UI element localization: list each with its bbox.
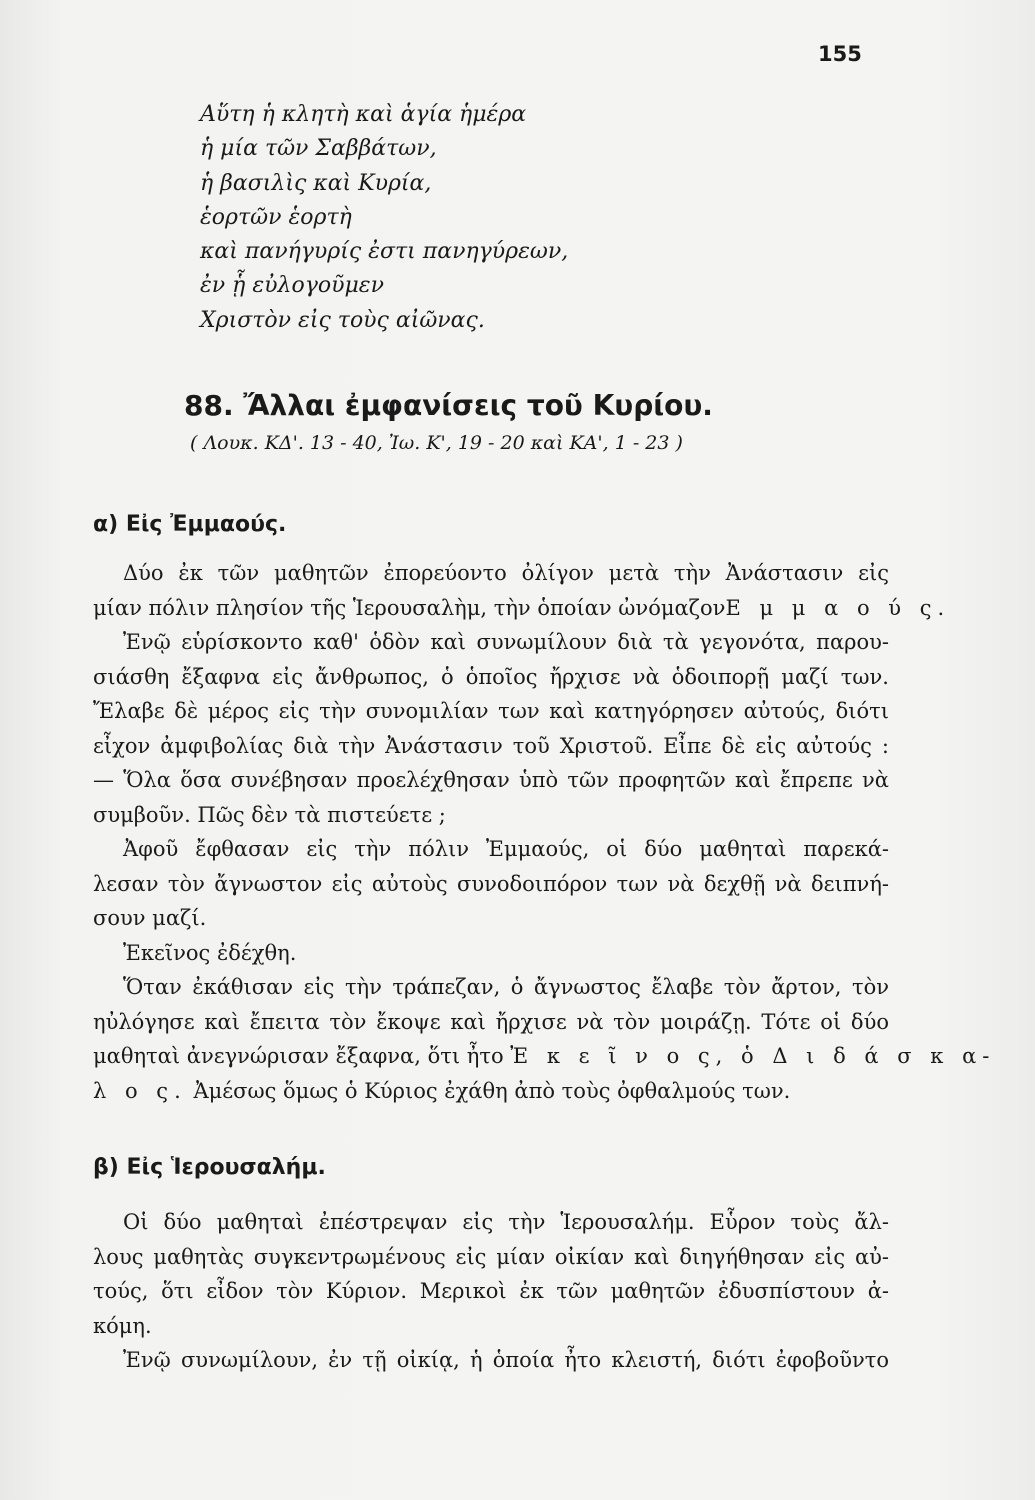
spaced-name: Ἐ κ ε ῖ ν ο ς, ὁ Δ ι δ ά σ κ α-: [510, 1044, 996, 1068]
subheading-emmaus: α) Εἰς Ἐμμαούς.: [93, 512, 287, 537]
text-line: Ἐνῷ συνωμίλουν, ἐν τῇ οἰκίᾳ, ἡ ὁποία ἦτο κλειστή, διότι ἐφοβοῦντο: [123, 1348, 889, 1372]
text-line: [93, 591, 951, 626]
text-line: εἶχον ἀμφιβολίας διὰ τὴν Ἀνάστασιν τοῦ Χριστοῦ. Εἶπε δὲ εἰς αὐτούς :: [93, 733, 889, 758]
verse-line: Χριστὸν εἰς τοὺς αἰῶνας.: [200, 307, 485, 333]
verse-line: ἑορτῶν ἑορτὴ: [200, 204, 352, 230]
paragraph-jerusalem: [93, 1205, 889, 1378]
verse-line: ἡ βασιλὶς καὶ Κυρία,: [200, 170, 432, 196]
spaced-name: Ε μ μ α ο ύ ς.: [725, 595, 951, 620]
text-line: Ἐκεῖνος ἐδέχθη.: [123, 940, 297, 965]
text-line: κόμη.: [93, 1313, 152, 1338]
text-line: Ἔλαβε δὲ μέρος εἰς τὴν συνομιλίαν των καὶ κατηγόρησεν αὐτούς, διότι: [93, 699, 889, 723]
verse-line: καὶ πανήγυρίς ἐστι πανηγύρεων,: [200, 239, 569, 265]
text-line: λους μαθητὰς συγκεντρωμένους εἰς μίαν οἰκίαν καὶ διηγήθησαν εἰς αὐ-: [93, 1244, 889, 1269]
page-number: 155: [818, 42, 862, 66]
paragraph-emmaus: [93, 556, 996, 1108]
text-line: σουν μαζί.: [93, 906, 207, 930]
verse-line: ἐν ᾗ εὐλογοῦμεν: [200, 273, 384, 299]
text-fragment: Ἀμέσως ὅμως ὁ Κύριος ἐχάθη ἀπὸ τοὺς ὀφθαλμούς των.: [193, 1078, 791, 1103]
hymn-verse: [200, 98, 568, 338]
text-line: λεσαν τὸν ἄγνωστον εἰς αὐτοὺς συνοδοιπόρον των νὰ δεχθῇ νὰ δειπνή-: [93, 871, 889, 896]
text-fragment: μίαν πόλιν πλησίον τῆς Ἱερουσαλὴμ, τὴν ὁποίαν ὠνόμαζον: [93, 595, 726, 620]
text-line: [93, 1039, 996, 1074]
spaced-name: λ ο ς.: [93, 1078, 187, 1103]
text-line: [93, 1074, 889, 1109]
text-line: Οἱ δύο μαθηταὶ ἐπέστρεψαν εἰς τὴν Ἱερουσαλήμ. Εὗρον τοὺς ἄλ-: [123, 1210, 889, 1234]
subheading-jerusalem: β) Εἰς Ἱερουσαλήμ.: [93, 1155, 326, 1180]
text-line: Ἀφοῦ ἔφθασαν εἰς τὴν πόλιν Ἐμμαούς, οἱ δύο μαθηταὶ παρεκά-: [123, 837, 889, 861]
text-line: συμβοῦν. Πῶς δὲν τὰ πιστεύετε ;: [93, 802, 446, 827]
text-line: σιάσθη ἔξαφνα εἰς ἄνθρωπος, ὁ ὁποῖος ἤρχισε νὰ ὁδοιπορῇ μαζί των.: [93, 664, 889, 689]
text-line: Ἐνῷ εὑρίσκοντο καθ' ὁδὸν καὶ συνωμίλουν διὰ τὰ γεγονότα, παρου-: [123, 630, 889, 654]
text-line: Ὅταν ἐκάθισαν εἰς τὴν τράπεζαν, ὁ ἄγνωστος ἔλαβε τὸν ἄρτον, τὸν: [123, 975, 889, 999]
text-line: Δύο ἐκ τῶν μαθητῶν ἐπορεύοντο ὀλίγον μετὰ τὴν Ἀνάστασιν εἰς: [123, 561, 889, 585]
text-line: τούς, ὅτι εἶδον τὸν Κύριον. Μερικοὶ ἐκ τῶν μαθητῶν ἐδυσπίστουν ἀ-: [93, 1279, 889, 1303]
text-line: — Ὅλα ὅσα συνέβησαν προελέχθησαν ὑπὸ τῶν προφητῶν καὶ ἔπρεπε νὰ: [93, 768, 889, 792]
text-line: ηὐλόγησε καὶ ἔπειτα τὸν ἔκοψε καὶ ἤρχισε νὰ τὸν μοιράζῃ. Τότε οἱ δύο: [93, 1009, 889, 1034]
verse-line: ἡ μία τῶν Σαββάτων,: [200, 136, 437, 162]
section-title: 88. Ἄλλαι ἐμφανίσεις τοῦ Κυρίου.: [184, 389, 713, 422]
scripture-reference: ( Λουκ. ΚΔ'. 13 - 40, Ἰω. Κ', 19 - 20 καὶ ΚΑ', 1 - 23 ): [190, 432, 683, 454]
verse-line: Αὕτη ἡ κλητὴ καὶ ἁγία ἡμέρα: [200, 102, 527, 127]
text-fragment: μαθηταὶ ἀνεγνώρισαν ἔξαφνα, ὅτι ἦτο: [93, 1044, 504, 1068]
